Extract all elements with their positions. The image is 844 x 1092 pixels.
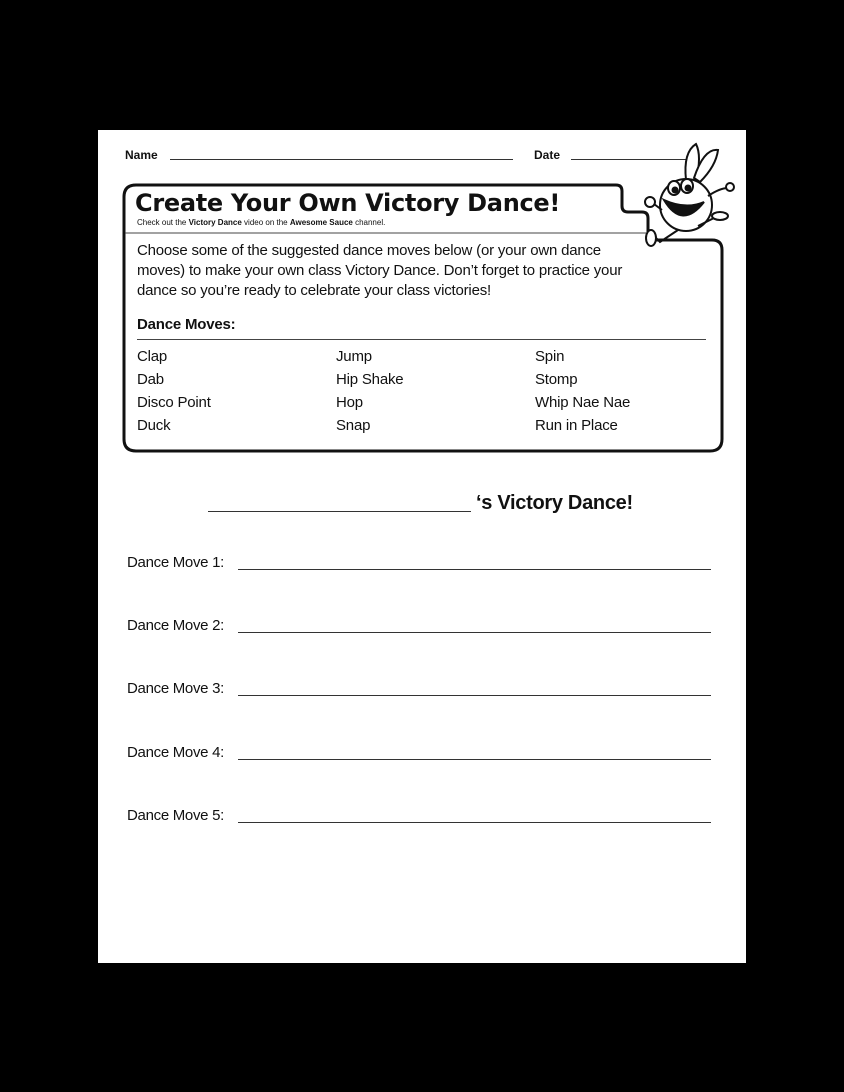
moves-column-3	[535, 348, 630, 440]
move-item: Hip Shake	[336, 371, 404, 388]
subtitle-channel-name: Awesome Sauce	[289, 218, 353, 227]
subtitle-text: Check out the	[137, 218, 189, 227]
dance-move-1-field-line[interactable]	[238, 569, 711, 570]
move-item: Hop	[336, 394, 363, 411]
subtitle-video-name: Victory Dance	[188, 218, 242, 227]
move-item: Spin	[535, 348, 565, 365]
move-item: Jump	[336, 348, 372, 365]
worksheet-title: Create Your Own Victory Dance!	[135, 189, 561, 217]
class-name-field-line[interactable]	[208, 511, 471, 512]
dance-move-2-label: Dance Move 2:	[127, 617, 224, 634]
move-item: Snap	[336, 417, 371, 434]
date-label: Date	[534, 148, 561, 162]
moves-column-2	[336, 348, 403, 440]
move-item: Stomp	[535, 371, 578, 388]
victory-dance-heading: ‘s Victory Dance!	[476, 492, 633, 514]
dance-moves-divider	[137, 339, 706, 340]
moves-column-1	[137, 348, 211, 440]
dance-moves-heading: Dance Moves:	[137, 316, 236, 333]
subtitle-text: channel.	[352, 218, 386, 227]
dance-move-5-field-line[interactable]	[238, 822, 711, 823]
instructions-text: Choose some of the suggested dance moves below (or your own dance moves) to make your own class Victory Dance. Don’t forget to practice your dance so you’re ready to celebrate your class victories!	[137, 242, 623, 299]
move-item: Dab	[137, 371, 164, 388]
dance-move-5-label: Dance Move 5:	[127, 807, 224, 824]
subtitle-text: video on the	[241, 218, 290, 227]
dance-move-3-label: Dance Move 3:	[127, 680, 224, 697]
worksheet-page	[98, 130, 746, 963]
dance-move-3-field-line[interactable]	[238, 695, 711, 696]
dance-move-4-label: Dance Move 4:	[127, 744, 224, 761]
name-label: Name	[125, 148, 158, 162]
dance-move-1-label: Dance Move 1:	[127, 554, 224, 571]
move-item: Disco Point	[137, 394, 211, 411]
move-item: Run in Place	[535, 417, 618, 434]
dance-move-2-field-line[interactable]	[238, 632, 711, 633]
move-item: Duck	[137, 417, 171, 434]
move-item: Clap	[137, 348, 168, 365]
dance-move-4-field-line[interactable]	[238, 759, 711, 760]
move-item: Whip Nae Nae	[535, 394, 631, 411]
